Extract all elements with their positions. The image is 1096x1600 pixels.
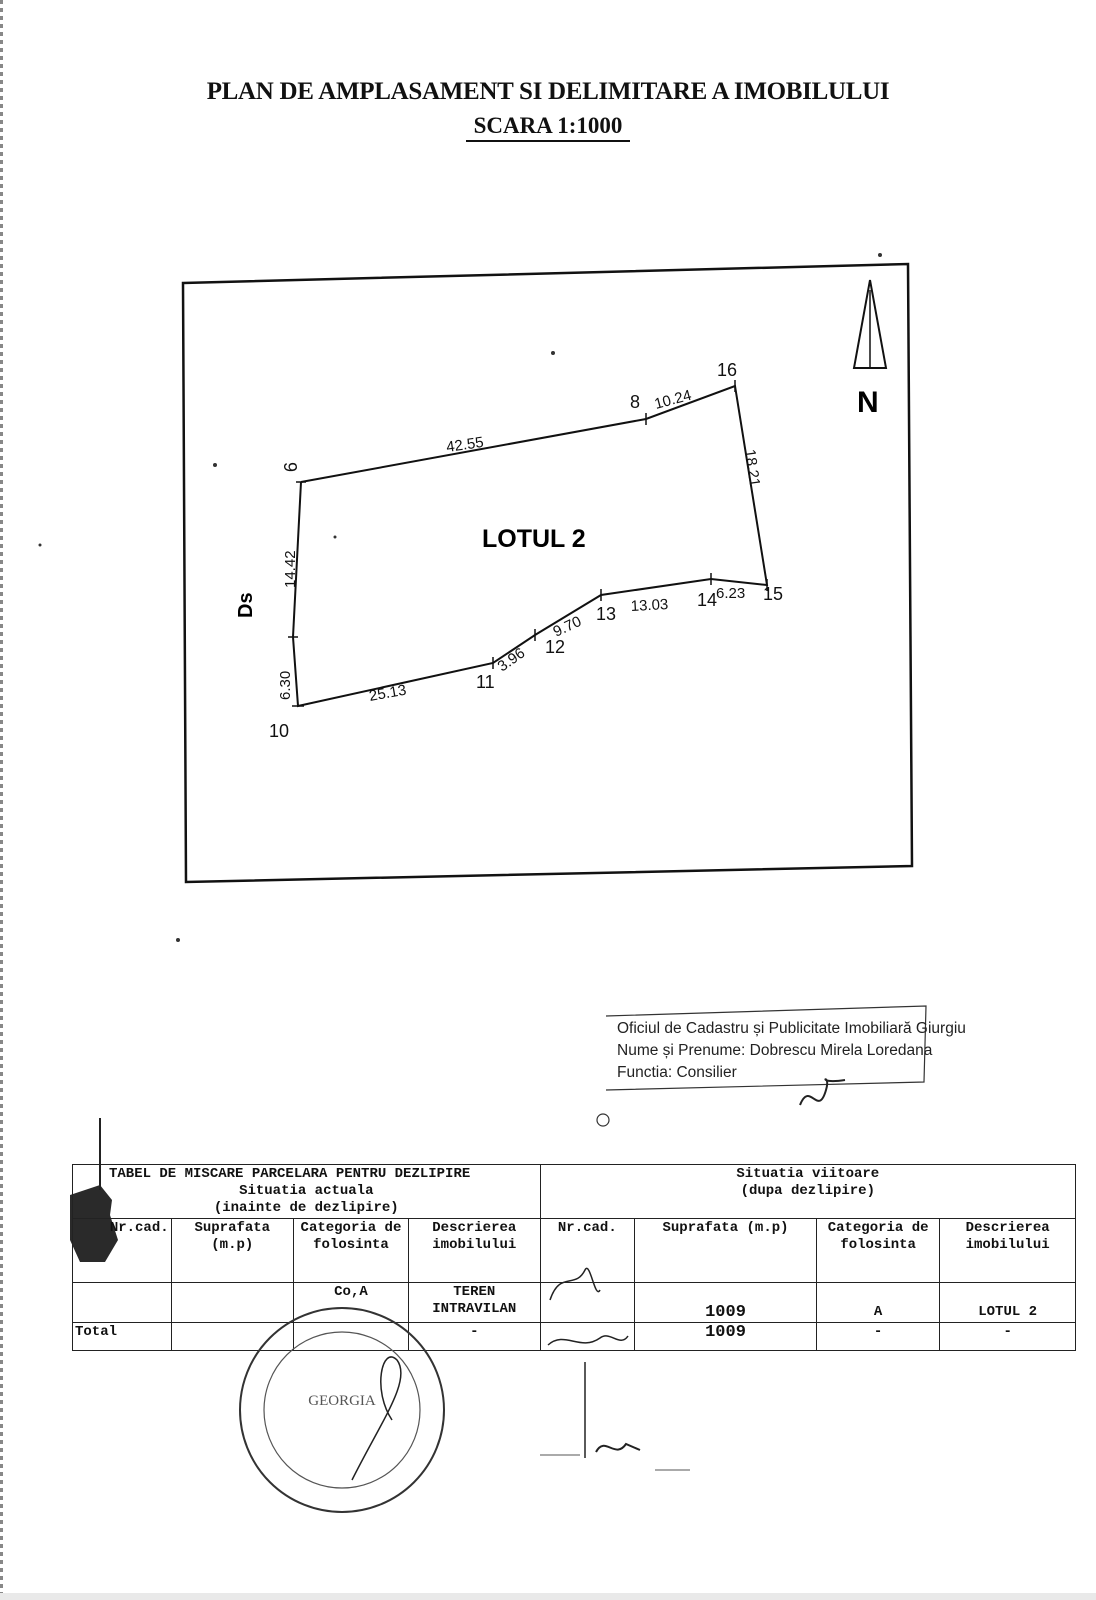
- col-area-current: Suprafata (m.p): [171, 1219, 293, 1283]
- lot-label: LOTUL 2: [482, 525, 586, 553]
- distance-label: 13.03: [630, 596, 669, 615]
- cell-category-future: A: [816, 1283, 939, 1323]
- parcel-movement-table: [72, 1164, 1076, 1351]
- north-arrow-icon: [854, 280, 886, 419]
- north-label: N: [857, 386, 879, 419]
- total-nr-cad-future: [540, 1323, 635, 1351]
- cell-nr-cad-future: [540, 1283, 635, 1323]
- cell-area-future: 1009: [635, 1283, 817, 1323]
- cell-category: Co,A: [293, 1283, 408, 1323]
- point-9-label: 9: [280, 462, 300, 473]
- scale-text: SCARA 1:1000: [466, 113, 631, 142]
- cell-nr-cad: [73, 1283, 172, 1323]
- round-seal: [232, 1300, 452, 1520]
- scan-specks: [39, 253, 883, 942]
- point-11-label: 11: [476, 672, 495, 692]
- total-description-current: -: [409, 1323, 541, 1351]
- current-subheading: (inainte de dezlipire): [213, 1200, 399, 1216]
- distance-label: 42.55: [445, 433, 485, 456]
- point-12-label: 12: [545, 637, 566, 657]
- official-stamp-box: [617, 1018, 966, 1110]
- distance-label: 6.30: [277, 670, 294, 700]
- total-area-future: 1009: [635, 1323, 817, 1351]
- point-8-label: 8: [630, 392, 641, 412]
- current-heading: Situatia actuala: [239, 1183, 374, 1199]
- col-category-current: Categoria de folosinta: [293, 1219, 408, 1283]
- point-13-label: 13: [596, 604, 617, 624]
- stamp-function: Functia: Consilier: [617, 1064, 737, 1081]
- distance-label: 6.23: [716, 585, 746, 602]
- distance-label: 3.96: [494, 644, 529, 676]
- distance-label: 9.70: [550, 612, 585, 641]
- stamp-name: Nume și Prenume: Dobrescu Mirela Loredana: [617, 1042, 933, 1059]
- distance-label: 10.24: [652, 386, 694, 413]
- col-category-future: Categoria de folosinta: [816, 1219, 939, 1283]
- col-description-current: Descrierea imobilului: [409, 1219, 541, 1283]
- distance-label: 14.42: [282, 550, 299, 588]
- total-description-future: -: [940, 1323, 1076, 1351]
- point-14-label: 14: [697, 590, 718, 610]
- total-category-future: -: [816, 1323, 939, 1351]
- cell-description-future: LOTUL 2: [940, 1283, 1076, 1323]
- col-nr-cad-future: Nr.cad.: [540, 1219, 635, 1283]
- stamp-office: Oficiul de Cadastru și Publicitate Imobiliară Giurgiu: [617, 1020, 966, 1037]
- point-10-label: 10: [269, 721, 290, 741]
- table-title: TABEL DE MISCARE PARCELARA PENTRU DEZLIPIRE: [109, 1166, 471, 1182]
- point-16-label: 16: [717, 360, 738, 380]
- distance-label: 18.21: [741, 448, 764, 488]
- side-label: Ds: [235, 592, 257, 618]
- seal-text: GEORGIA: [308, 1393, 376, 1409]
- col-area-future: Suprafata (m.p): [635, 1219, 817, 1283]
- col-nr-cad-current: Nr.cad.: [73, 1219, 172, 1283]
- table-right-heading: [540, 1165, 1075, 1219]
- document-title: PLAN DE AMPLASAMENT SI DELIMITARE A IMOBILULUI: [206, 78, 890, 105]
- cell-description: TEREN INTRAVILAN: [409, 1283, 541, 1323]
- future-heading: Situatia viitoare: [736, 1166, 880, 1182]
- total-label: Total: [73, 1323, 172, 1351]
- table-left-heading: [73, 1165, 541, 1219]
- distance-label: 25.13: [367, 681, 408, 705]
- future-subheading: (dupa dezlipire): [740, 1183, 875, 1199]
- col-description-future: Descrierea imobilului: [940, 1219, 1076, 1283]
- point-15-label: 15: [763, 584, 784, 604]
